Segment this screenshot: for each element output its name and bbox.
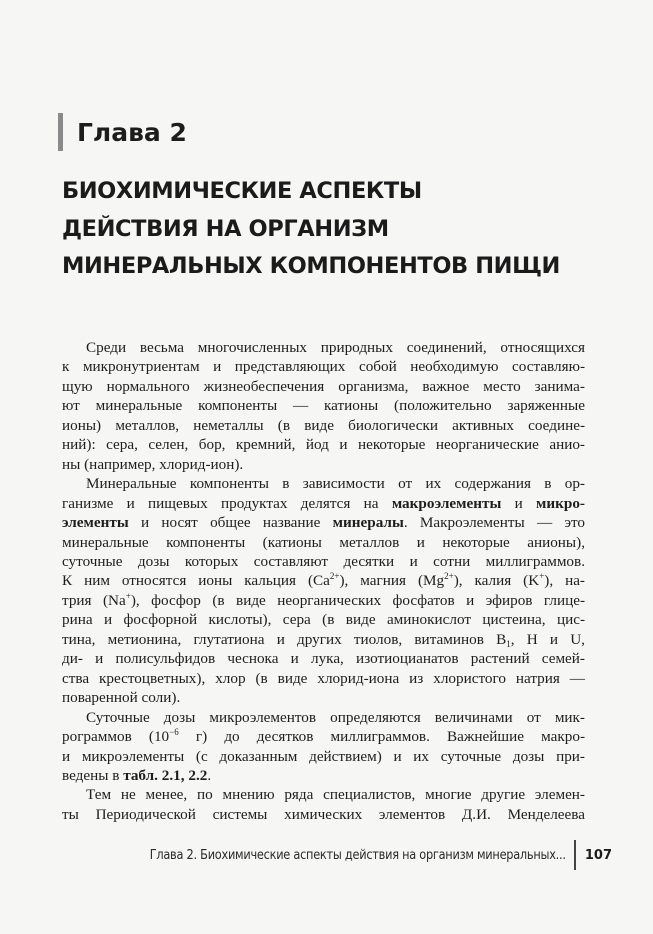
chapter-heading [58,112,187,152]
text-line: Минеральные компоненты в зависимости от их содержания в ор- [86,475,585,493]
footer-divider [574,840,576,870]
text-line: трия (Na+), фосфор (в виде неорганических фосфатов и эфиров глице- [62,590,585,609]
text-line: ди- и полисульфидов чеснока и лука, изотиоцианатов растений семей- [62,650,585,668]
text-line: ны (например, хлорид-ион). [62,455,244,473]
text-line: элементы и носят общее название минералы. Макроэлементы — это [62,514,585,532]
text-line: ганизме и пищевых продуктах делятся на макроэлементы и микро- [62,494,585,512]
text-line: тина, метионина, глутатиона и других тиолов, витаминов $B_1$, H и U, [62,630,585,649]
running-title: Глава 2. Биохимические аспекты действия на организм минеральных... [149,847,566,863]
chapter-title-line: БИОХИМИЧЕСКИЕ АСПЕКТЫ [62,178,422,204]
text-line: ионы) металлов, неметаллы (в виде биологически активных соедине- [62,416,585,434]
chapter-title [62,173,602,286]
text-line: ют минеральные компоненты — катионы (положительно заряженные [62,397,585,415]
term-macroelements: макроэлементы [391,494,502,512]
term-elements: элементы [62,514,129,532]
chapter-marker-bar [58,113,63,151]
page-footer [62,840,612,870]
text-line: ведены в табл. 2.1, 2.2. [62,766,212,784]
table-ref-2-2: 2.2 [188,766,208,784]
text-line: и микроэлементы (с доказанным действием) и их суточные дозы при- [62,747,585,765]
text-line: Тем не менее, по мнению ряда специалистов, многие другие элемен- [86,786,585,804]
text-line: рина и фосфорной кислоты), сера (в виде аминокислот цистеина, цис- [62,611,585,629]
text-line: ства крестоцветных), хлор (в виде хлорид-иона из хлористого натрия — [62,669,585,687]
text-line: К ним относятся ионы кальция $(Ca^{2+})$, магния $(Mg^{2+})$, калия (K+), на- [62,571,585,590]
chapter-title-line: ДЕЙСТВИЯ НА ОРГАНИЗМ [62,215,389,242]
body-text [62,338,585,824]
term-micro: микро- [536,494,585,512]
text-line: поваренной соли). [62,689,181,707]
text-line: ты Периодической системы химических элементов Д.И. Менделеева [62,805,585,823]
term-minerals: минералы [332,514,404,532]
text-line: минеральные компоненты (катионы металлов и некоторые анионы), [62,533,585,551]
chapter-label: Глава 2 [77,117,187,147]
text-line: ний): сера, селен, бор, кремний, йод и некоторые неорганические анио- [62,436,585,454]
page-number: 107 [584,847,612,863]
chapter-title-line: МИНЕРАЛЬНЫХ КОМПОНЕНТОВ ПИЩИ [62,253,560,279]
text-line: Суточные дозы микроэлементов определяются величинами от мик- [86,708,585,726]
text-line: к микронутриентам и представляющих собой необходимую составляю- [62,358,585,376]
text-line: Среди весьма многочисленных природных соединений, относящихся [86,339,585,356]
table-ref-2-1: табл. 2.1 [123,766,181,784]
text-line: щую нормального жизнеобеспечения организма, важное место занима- [62,377,585,395]
text-line: рограммов ($10^{-6}$ г) до десятков миллиграммов. Важнейшие макро- [62,727,585,746]
text-line: суточные дозы которых составляют десятки и сотни миллиграммов. [62,552,585,570]
